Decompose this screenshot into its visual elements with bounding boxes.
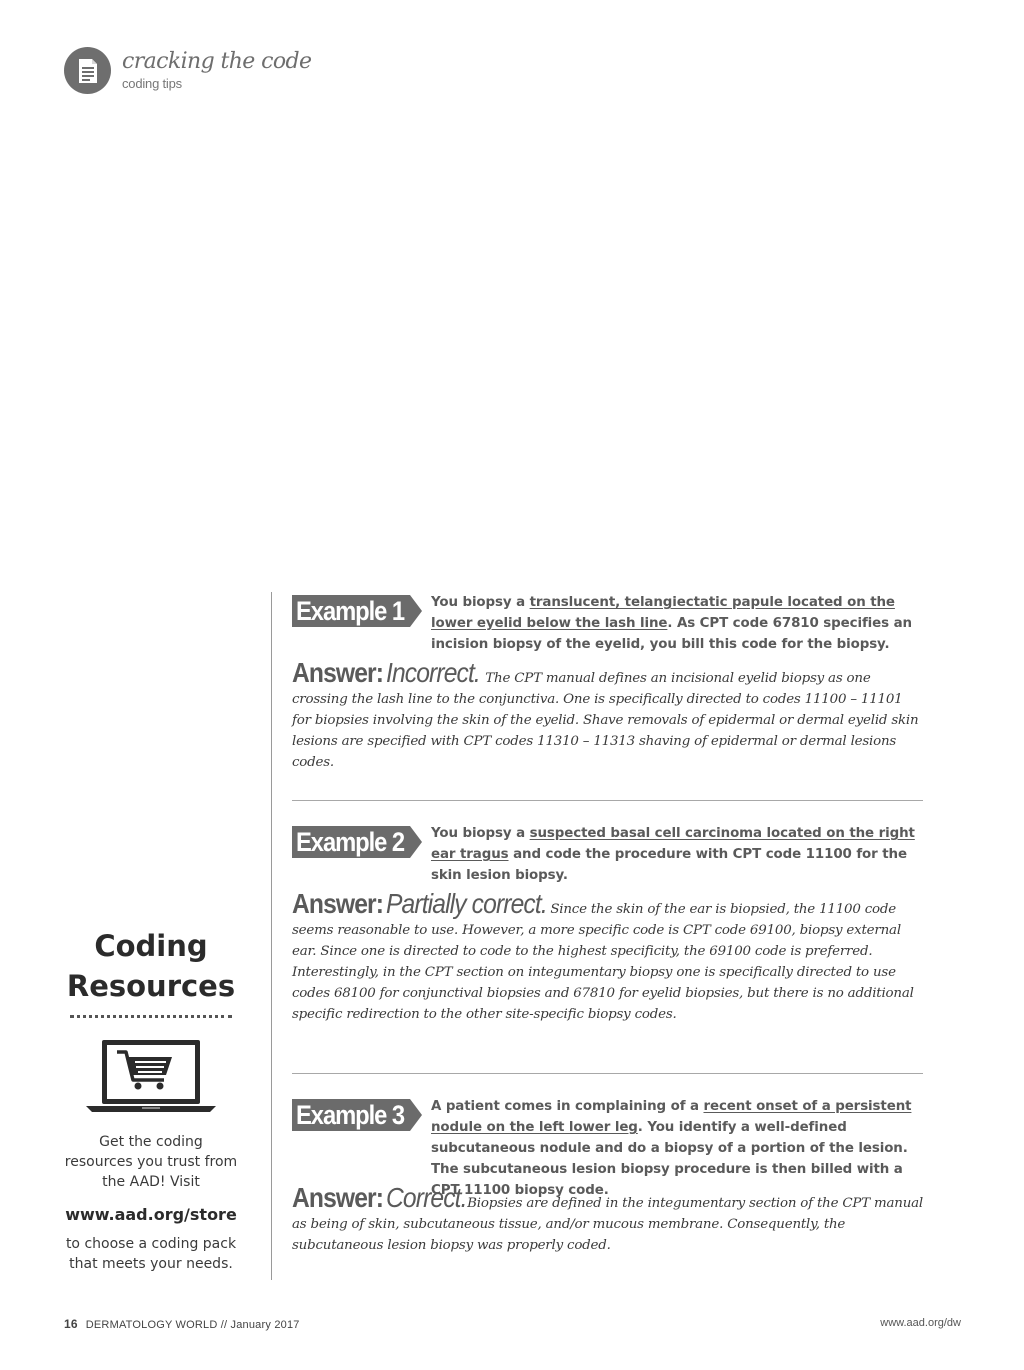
- horizontal-divider: [292, 1073, 923, 1074]
- example-question: You biopsy a translucent, telangiectatic papule located on the lower eyelid below the lash line. As CPT code 67810 specifies an incision biopsy of the eyelid, you bill this code for the biopsy.: [431, 595, 912, 652]
- coding-resources-sidebar: [56, 926, 246, 1274]
- answer-verdict: Correct.: [385, 1182, 467, 1213]
- answer-verdict: Incorrect.: [385, 657, 480, 688]
- example-3: [292, 1096, 924, 1256]
- answer-verdict: Partially correct.: [385, 888, 547, 919]
- section-title: cracking the code: [122, 49, 312, 74]
- laptop-cart-icon: [86, 1038, 216, 1118]
- store-link[interactable]: www.aad.org/store: [65, 1205, 237, 1224]
- example-answer: Answer: Correct. Biopsies are defined in the integumentary section of the CPT manual as being of skin, subcutaneous tissue, and/or mucous membrane. Consequently, the subcutaneous lesion biopsy was properly coded.: [292, 1182, 924, 1253]
- sidebar-description-2: to choose a coding pack that meets your needs.: [65, 1236, 237, 1272]
- document-icon: [64, 47, 111, 94]
- section-header: [64, 47, 311, 94]
- sidebar-description: Get the coding resources you trust from the AAD! Visit: [64, 1134, 238, 1190]
- vertical-divider: [271, 592, 272, 1280]
- dotted-divider: [70, 1014, 232, 1018]
- page-number: 16: [64, 1317, 78, 1331]
- section-subtitle: coding tips: [122, 76, 182, 91]
- example-tag: Example 1: [292, 595, 424, 627]
- sidebar-title: Coding Resources: [66, 929, 236, 1003]
- example-tag: Example 2: [292, 826, 424, 858]
- example-question: A patient comes in complaining of a recent onset of a persistent nodule on the left lower leg. You identify a well-defined subcutaneous nodule and do a biopsy of a portion of the lesion. The subcutaneous lesion biopsy procedure is then billed with a CPT 11100 biopsy code.: [431, 1099, 912, 1198]
- example-answer: Answer: Incorrect. The CPT manual defines an incisional eyelid biopsy as one crossing the lash line to the conjunctiva. One is specifically directed to codes 11100 – 11101 for biopsies involving the skin of the eyelid. Shave removals of epidermal or dermal eyelid skin lesions are specified with CPT codes 11310 – 11313 shaving of epidermal or dermal lesions codes.: [292, 657, 919, 770]
- horizontal-divider: [292, 800, 923, 801]
- example-2: [292, 823, 924, 1025]
- footer-website[interactable]: www.aad.org/dw: [880, 1317, 961, 1329]
- example-question: You biopsy a suspected basal cell carcinoma located on the right ear tragus and code the procedure with CPT code 11100 for the skin lesion biopsy.: [431, 826, 915, 883]
- example-answer: Answer: Partially correct. Since the skin of the ear is biopsied, the 11100 code seems reasonable to use. However, a more specific code is CPT code 69100, biopsy external ear. Since one is directed to code to the highest specificity, the 69100 code is preferred. Interestingly, in the CPT section on integumentary biopsy one is specifically directed to use codes 68100 for conjunctival biopsies and 67810 for eyelid biopsies, but there is no additional specific redirection to the other site-specific biopsy codes.: [292, 888, 914, 1022]
- footer-publication: 16 DERMATOLOGY WORLD // January 2017: [64, 1317, 300, 1331]
- example-1: [292, 592, 924, 773]
- example-tag: Example 3: [292, 1099, 424, 1131]
